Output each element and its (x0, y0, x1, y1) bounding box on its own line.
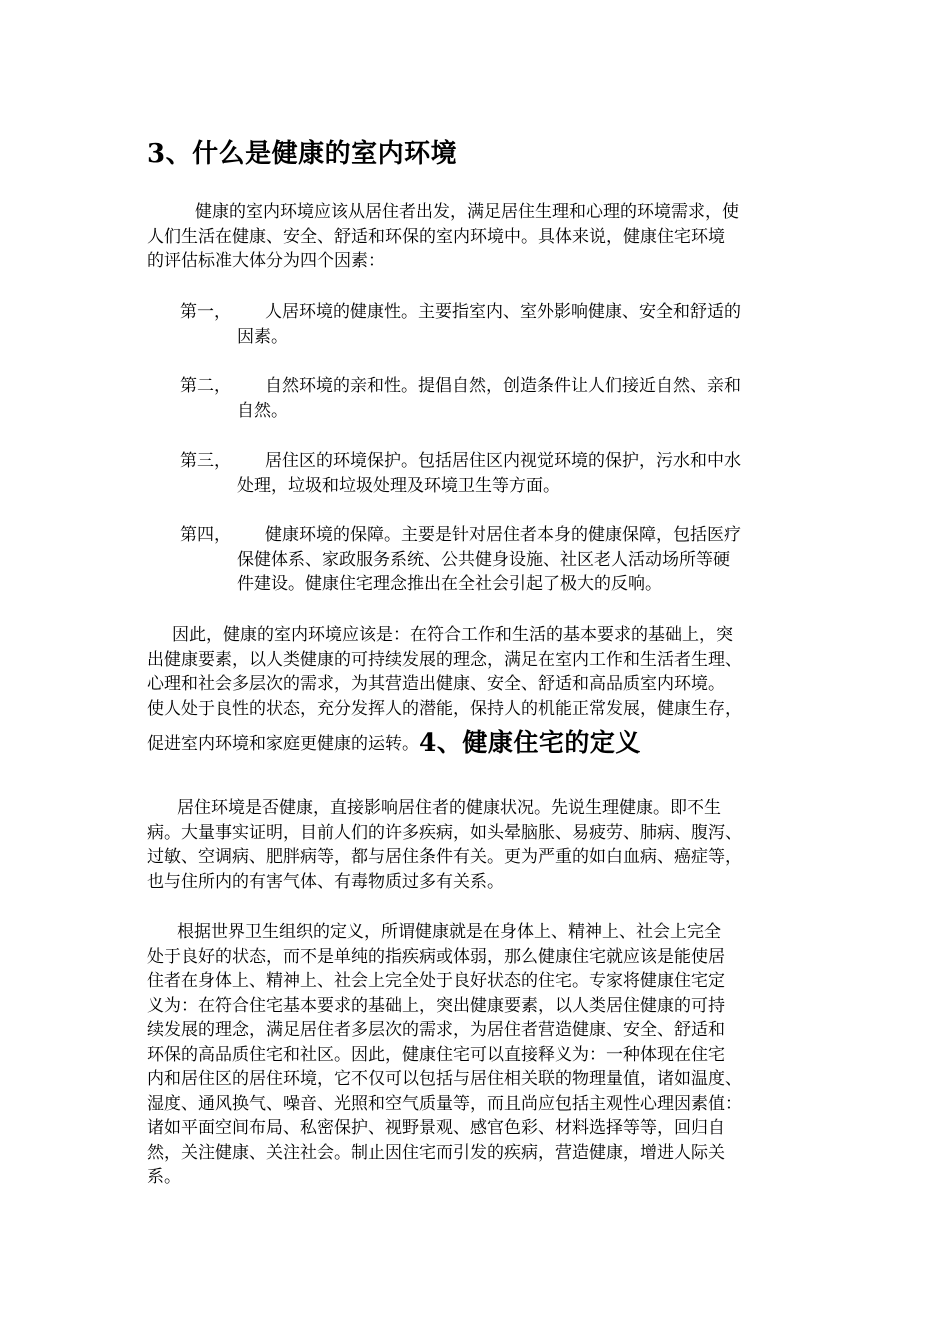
body-line: 也与住所内的有害气体、有毒物质过多有关系。 (147, 871, 504, 892)
factor-item-2 (180, 374, 820, 423)
body-line: 根据世界卫生组织的定义，所谓健康就是在身体上、精神上、社会上完全 (177, 922, 721, 942)
body-line: 住者在身体上、精神上、社会上完全处于良好状态的住宅。专家将健康住宅定 (147, 971, 725, 991)
factor-body (237, 374, 820, 423)
factor-line: 自然。 (237, 400, 288, 421)
conclusion-line: 使人处于良性的状态，充分发挥人的潜能，保持人的机能正常发展，健康生存， (147, 698, 742, 719)
section-3-conclusion-paragraph (147, 623, 819, 757)
body-line: 病。大量事实证明，目前人们的许多疾病，如头晕脑胀、易疲劳、肺病、腹泻、 (147, 822, 742, 843)
factor-label: 第三， (180, 451, 231, 471)
factor-label: 第二， (180, 376, 231, 396)
factor-line: 人居环境的健康性。主要指室内、室外影响健康、安全和舒适的 (265, 302, 741, 322)
body-line: 环保的高品质住宅和社区。因此，健康住宅可以直接释义为：一种体现在住宅 (147, 1044, 725, 1065)
factor-line: 健康环境的保障。主要是针对居住者本身的健康保障，包括医疗 (265, 525, 741, 545)
intro-line: 健康的室内环境应该从居住者出发，满足居住生理和心理的环境需求，使 (195, 202, 739, 222)
body-line: 续发展的理念，满足居住者多层次的需求，为居住者营造健康、安全、舒适和 (147, 1020, 725, 1040)
body-line: 系。 (147, 1167, 181, 1187)
factor-line: 保健体系、家政服务系统、公共健身设施、社区老人活动场所等硬 (237, 549, 730, 570)
section-4-paragraph-2 (147, 920, 819, 1190)
factor-body (237, 449, 820, 498)
body-line: 然，关注健康、关注社会。制止因住宅而引发的疾病，营造健康，增进人际关 (147, 1142, 725, 1163)
factor-label: 第四， (180, 525, 231, 545)
section-4-heading: 4、健康住宅的定义 (419, 728, 641, 757)
factor-line: 居住区的环境保护。包括居住区内视觉环境的保护，污水和中水 (265, 451, 741, 471)
factor-line: 自然环境的亲和性。提倡自然，创造条件让人们接近自然、亲和 (265, 376, 741, 396)
conclusion-line: 出健康要素，以人类健康的可持续发展的理念，满足在室内工作和生活者生理、 (147, 649, 742, 670)
factor-body (237, 300, 820, 349)
section-3-heading: 3、什么是健康的室内环境 (147, 139, 458, 169)
factor-line: 因素。 (237, 326, 288, 347)
factor-item-3 (180, 449, 820, 498)
body-line: 处于良好的状态，而不是单纯的指疾病或体弱，那么健康住宅就应该是能使居 (147, 946, 725, 967)
factor-item-1 (180, 300, 820, 349)
conclusion-last-text: 促进室内环境和家庭更健康的运转。 (147, 734, 419, 754)
factor-item-4 (180, 523, 820, 597)
body-line: 内和居住区的居住环境，它不仅可以包括与居住相关联的物理量值，诸如温度、 (147, 1069, 742, 1089)
body-line: 过敏、空调病、肥胖病等，都与居住条件有关。更为严重的如白血病、癌症等， (147, 847, 742, 867)
section-3-intro-paragraph (147, 200, 819, 274)
conclusion-line: 心理和社会多层次的需求，为其营造出健康、安全、舒适和高品质室内环境。 (147, 674, 725, 694)
body-line: 义为：在符合住宅基本要求的基础上，突出健康要素，以人类居住健康的可持 (147, 995, 725, 1016)
factor-label: 第一， (180, 302, 231, 322)
body-line: 居住环境是否健康，直接影响居住者的健康状况。先说生理健康。即不生 (177, 798, 721, 818)
intro-line: 的评估标准大体分为四个因素： (147, 251, 385, 271)
body-line: 湿度、通风换气、噪音、光照和空气质量等，而且尚应包括主观性心理因素值： (147, 1093, 742, 1114)
factor-line: 处理，垃圾和垃圾处理及环境卫生等方面。 (237, 475, 560, 496)
conclusion-line: 因此，健康的室内环境应该是：在符合工作和生活的基本要求的基础上，突 (172, 625, 733, 645)
factor-line: 件建设。健康住宅理念推出在全社会引起了极大的反响。 (237, 574, 662, 594)
conclusion-last-line (147, 728, 819, 757)
section-4-paragraph-1 (147, 796, 819, 894)
intro-line: 人们生活在健康、安全、舒适和环保的室内环境中。具体来说，健康住宅环境 (147, 226, 725, 247)
body-line: 诸如平面空间布局、私密保护、视野景观、感官色彩、材料选择等等，回归自 (147, 1118, 725, 1138)
factor-body (237, 523, 820, 597)
